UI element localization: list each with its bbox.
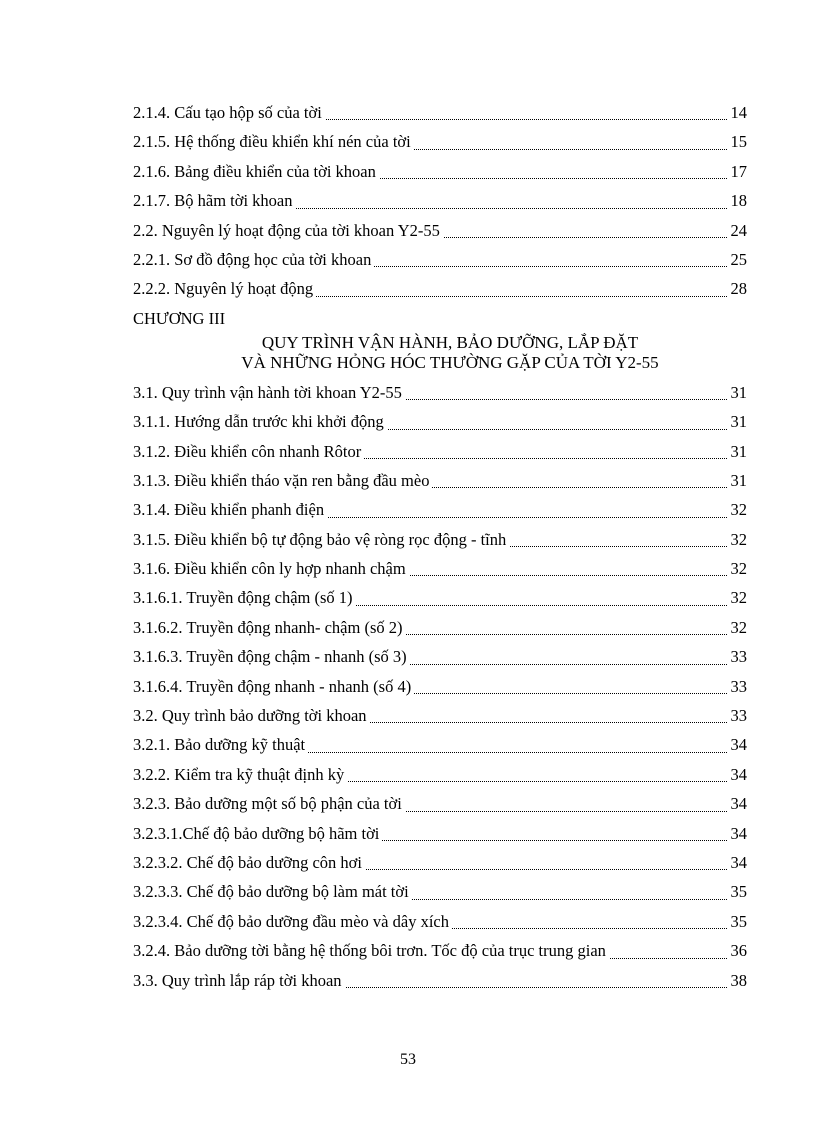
- chapter-title-line-2: VÀ NHỮNG HỎNG HÓC THƯỜNG GẶP CỦA TỜI Y2-55: [241, 352, 659, 372]
- toc-entry: [133, 730, 747, 759]
- toc-section-chapter-2: [133, 98, 747, 304]
- toc-entry-label: 3.2.1. Bảo dưỡng kỹ thuật: [133, 735, 308, 754]
- toc-entry: [133, 407, 747, 436]
- toc-entry-page: 28: [728, 274, 748, 303]
- toc-entry: [133, 877, 747, 906]
- toc-entry-page: 15: [728, 127, 748, 156]
- toc-entry: [133, 819, 747, 848]
- toc-entry-label: 3.1.3. Điều khiển tháo vặn ren bằng đầu mèo: [133, 471, 432, 490]
- toc-entry: [133, 907, 747, 936]
- toc-entry-label: 3.2. Quy trình bảo dưỡng tời khoan: [133, 706, 370, 725]
- toc-entry-page: 33: [728, 672, 748, 701]
- toc-entry: [133, 789, 747, 818]
- toc-entry-label: 3.1.6.3. Truyền động chậm - nhanh (số 3): [133, 647, 410, 666]
- table-of-contents: [133, 98, 747, 995]
- chapter-title-line-1: QUY TRÌNH VẬN HÀNH, BẢO DƯỠNG, LẮP ĐẶT: [261, 332, 639, 352]
- toc-entry-page: 34: [728, 730, 748, 759]
- toc-entry-label: 3.2.3.4. Chế độ bảo dưỡng đầu mèo và dây xích: [133, 912, 452, 931]
- toc-entry-page: 32: [728, 613, 748, 642]
- toc-entry-label: 3.1.6.4. Truyền động nhanh - nhanh (số 4): [133, 677, 414, 696]
- page-number: 53: [400, 1051, 416, 1068]
- toc-entry: [133, 936, 747, 965]
- toc-entry-page: 24: [728, 216, 748, 245]
- toc-entry-label: 2.1.7. Bộ hãm tời khoan: [133, 191, 296, 210]
- toc-entry: [133, 466, 747, 495]
- toc-entry: [133, 760, 747, 789]
- toc-entry-page: 33: [728, 701, 748, 730]
- toc-entry-page: 34: [728, 848, 748, 877]
- toc-entry-page: 38: [728, 966, 748, 995]
- toc-entry: [133, 216, 747, 245]
- chapter-heading: CHƯƠNG III: [133, 308, 226, 328]
- toc-entry: [133, 245, 747, 274]
- toc-entry-page: 32: [728, 554, 748, 583]
- toc-entry-page: 18: [728, 186, 748, 215]
- toc-entry: [133, 583, 747, 612]
- toc-entry: [133, 495, 747, 524]
- toc-entry: [133, 157, 747, 186]
- toc-entry-page: 35: [728, 907, 748, 936]
- toc-entry-page: 32: [728, 525, 748, 554]
- toc-entry-page: 31: [728, 378, 748, 407]
- toc-entry: [133, 642, 747, 671]
- toc-entry-label: 3.2.3. Bảo dưỡng một số bộ phận của tời: [133, 794, 405, 813]
- toc-entry: [133, 437, 747, 466]
- toc-entry: [133, 672, 747, 701]
- toc-entry: [133, 613, 747, 642]
- toc-entry-page: 33: [728, 642, 748, 671]
- toc-entry-page: 32: [728, 583, 748, 612]
- toc-entry-page: 36: [728, 936, 748, 965]
- toc-entry-page: 34: [728, 760, 748, 789]
- toc-entry-page: 14: [728, 98, 748, 127]
- toc-entry-label: 3.1.6.2. Truyền động nhanh- chậm (số 2): [133, 618, 405, 637]
- toc-entry-page: 35: [728, 877, 748, 906]
- toc-entry-page: 31: [728, 466, 748, 495]
- toc-entry-page: 17: [728, 157, 748, 186]
- toc-entry: [133, 848, 747, 877]
- toc-entry-label: 3.1.1. Hướng dẫn trước khi khởi động: [133, 412, 387, 431]
- toc-entry-label: 2.2.1. Sơ đồ động học của tời khoan: [133, 250, 374, 269]
- toc-entry-label: 3.2.4. Bảo dưỡng tời bằng hệ thống bôi trơn. Tốc độ của trục trung gian: [133, 941, 609, 960]
- toc-entry-label: 3.1. Quy trình vận hành tời khoan Y2-55: [133, 383, 405, 402]
- toc-entry-label: 2.1.6. Bảng điều khiển của tời khoan: [133, 162, 379, 181]
- toc-entry: [133, 701, 747, 730]
- toc-entry: [133, 378, 747, 407]
- toc-entry-label: 3.2.3.1.Chế độ bảo dưỡng bộ hãm tời: [133, 824, 382, 843]
- toc-entry-page: 31: [728, 407, 748, 436]
- toc-entry: [133, 525, 747, 554]
- toc-entry: [133, 966, 747, 995]
- toc-entry-label: 2.2.2. Nguyên lý hoạt động: [133, 279, 316, 298]
- toc-entry-page: 25: [728, 245, 748, 274]
- toc-entry: [133, 127, 747, 156]
- toc-entry-label: 3.1.6.1. Truyền động chậm (số 1): [133, 588, 356, 607]
- toc-entry-label: 3.1.2. Điều khiển côn nhanh Rôtor: [133, 442, 364, 461]
- toc-entry-page: 32: [728, 495, 748, 524]
- toc-entry-page: 31: [728, 437, 748, 466]
- toc-entry: [133, 186, 747, 215]
- toc-entry-label: 2.2. Nguyên lý hoạt động của tời khoan Y2-55: [133, 221, 443, 240]
- toc-entry-label: 3.2.3.3. Chế độ bảo dưỡng bộ làm mát tời: [133, 882, 412, 901]
- toc-entry-label: 3.2.3.2. Chế độ bảo dưỡng côn hơi: [133, 853, 365, 872]
- toc-entry-page: 34: [728, 819, 748, 848]
- toc-entry-label: 3.1.4. Điều khiển phanh điện: [133, 500, 327, 519]
- toc-entry-label: 3.2.2. Kiểm tra kỹ thuật định kỳ: [133, 765, 347, 784]
- toc-entry: [133, 554, 747, 583]
- toc-section-chapter-3: [133, 378, 747, 995]
- toc-entry-label: 3.1.5. Điều khiển bộ tự động bảo vệ ròng rọc động - tĩnh: [133, 530, 509, 549]
- toc-entry-label: 2.1.4. Cấu tạo hộp số của tời: [133, 103, 325, 122]
- toc-entry-page: 34: [728, 789, 748, 818]
- toc-entry-label: 3.1.6. Điều khiển côn ly hợp nhanh chậm: [133, 559, 409, 578]
- toc-entry: [133, 98, 747, 127]
- toc-entry-label: 2.1.5. Hệ thống điều khiển khí nén của tời: [133, 132, 414, 151]
- toc-entry: [133, 274, 747, 303]
- toc-entry-label: 3.3. Quy trình lắp ráp tời khoan: [133, 971, 345, 990]
